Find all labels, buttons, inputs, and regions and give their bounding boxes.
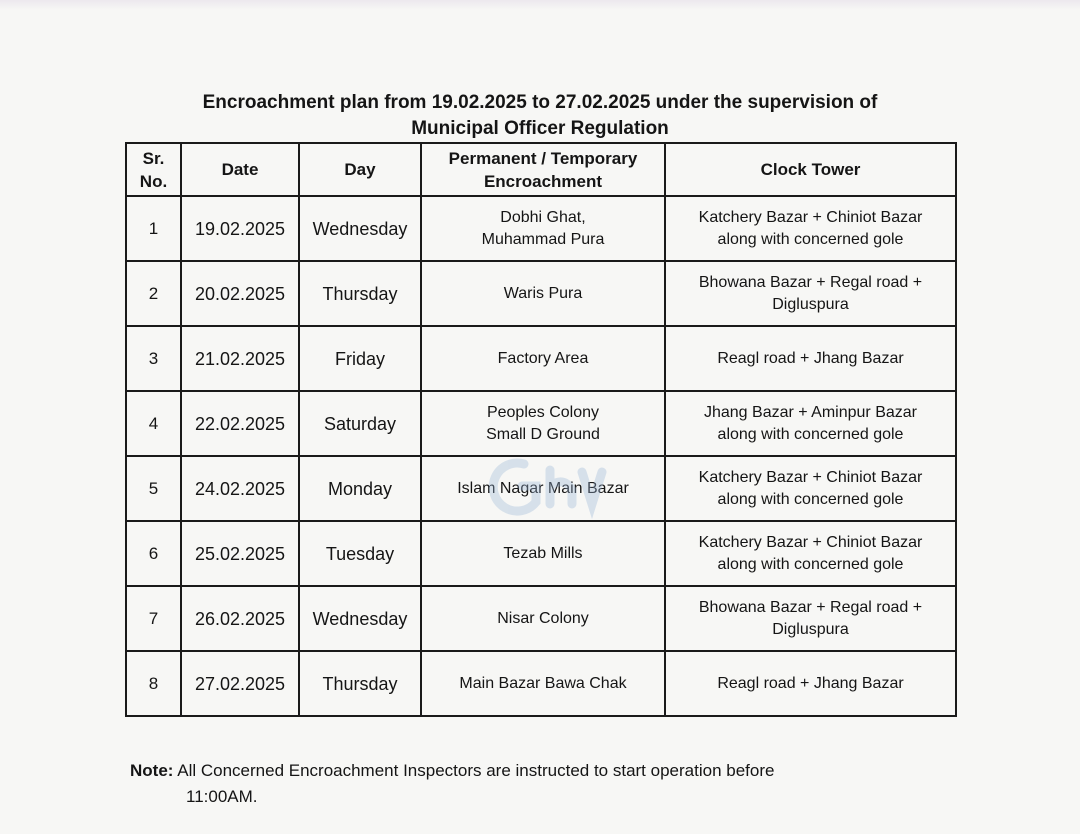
cell-date: 21.02.2025 <box>181 326 299 391</box>
table-row <box>126 651 956 716</box>
cell-sr-no: 6 <box>126 521 181 586</box>
header-encroachment: Permanent / Temporary Encroachment <box>421 143 665 196</box>
cell-day: Tuesday <box>299 521 421 586</box>
header-clock-tower: Clock Tower <box>665 143 956 196</box>
cell-sr-no: 4 <box>126 391 181 456</box>
encroachment-plan-table <box>125 142 957 717</box>
cell-clock-tower: Reagl road + Jhang Bazar <box>665 651 956 716</box>
title-line-1: Encroachment plan from 19.02.2025 to 27.02.2025 under the supervision of <box>202 92 878 113</box>
header-day: Day <box>299 143 421 196</box>
cell-clock-tower: Bhowana Bazar + Regal road + Digluspura <box>665 586 956 651</box>
note-text: All Concerned Encroachment Inspectors are instructed to start operation before <box>173 761 775 780</box>
cell-clock-tower: Bhowana Bazar + Regal road + Digluspura <box>665 261 956 326</box>
cell-date: 25.02.2025 <box>181 521 299 586</box>
instruction-note <box>130 758 930 810</box>
cell-clock-tower: Katchery Bazar + Chiniot Bazar along with concerned gole <box>665 521 956 586</box>
cell-sr-no: 2 <box>126 261 181 326</box>
cell-date: 22.02.2025 <box>181 391 299 456</box>
table-row <box>126 391 956 456</box>
cell-date: 26.02.2025 <box>181 586 299 651</box>
cell-clock-tower: Reagl road + Jhang Bazar <box>665 326 956 391</box>
table-row <box>126 586 956 651</box>
cell-date: 27.02.2025 <box>181 651 299 716</box>
cell-date: 19.02.2025 <box>181 196 299 261</box>
cell-encroachment: Dobhi Ghat, Muhammad Pura <box>421 196 665 261</box>
cell-encroachment: Factory Area <box>421 326 665 391</box>
cell-sr-no: 1 <box>126 196 181 261</box>
table-header-row <box>126 143 956 196</box>
cell-encroachment: Tezab Mills <box>421 521 665 586</box>
cell-day: Friday <box>299 326 421 391</box>
table-row <box>126 456 956 521</box>
table-row <box>126 521 956 586</box>
cell-clock-tower: Katchery Bazar + Chiniot Bazar along with concerned gole <box>665 196 956 261</box>
cell-sr-no: 3 <box>126 326 181 391</box>
table-row <box>126 326 956 391</box>
note-label: Note: <box>130 761 174 780</box>
cell-date: 20.02.2025 <box>181 261 299 326</box>
top-edge-shadow <box>0 0 1080 10</box>
cell-day: Wednesday <box>299 586 421 651</box>
cell-day: Wednesday <box>299 196 421 261</box>
page-title <box>126 90 954 142</box>
header-sr-no: Sr. No. <box>126 143 181 196</box>
title-line-2: Municipal Officer Regulation <box>411 118 669 139</box>
header-date: Date <box>181 143 299 196</box>
cell-encroachment: Nisar Colony <box>421 586 665 651</box>
cell-date: 24.02.2025 <box>181 456 299 521</box>
cell-day: Thursday <box>299 261 421 326</box>
cell-day: Monday <box>299 456 421 521</box>
note-time: 11:00AM. <box>186 787 258 806</box>
cell-encroachment: Waris Pura <box>421 261 665 326</box>
cell-day: Saturday <box>299 391 421 456</box>
cell-sr-no: 5 <box>126 456 181 521</box>
cell-encroachment: Peoples Colony Small D Ground <box>421 391 665 456</box>
cell-day: Thursday <box>299 651 421 716</box>
cell-sr-no: 7 <box>126 586 181 651</box>
cell-clock-tower: Katchery Bazar + Chiniot Bazar along with concerned gole <box>665 456 956 521</box>
table-row <box>126 261 956 326</box>
cell-encroachment: Islam Nagar Main Bazar <box>421 456 665 521</box>
cell-sr-no: 8 <box>126 651 181 716</box>
table-row <box>126 196 956 261</box>
cell-clock-tower: Jhang Bazar + Aminpur Bazar along with concerned gole <box>665 391 956 456</box>
cell-encroachment: Main Bazar Bawa Chak <box>421 651 665 716</box>
